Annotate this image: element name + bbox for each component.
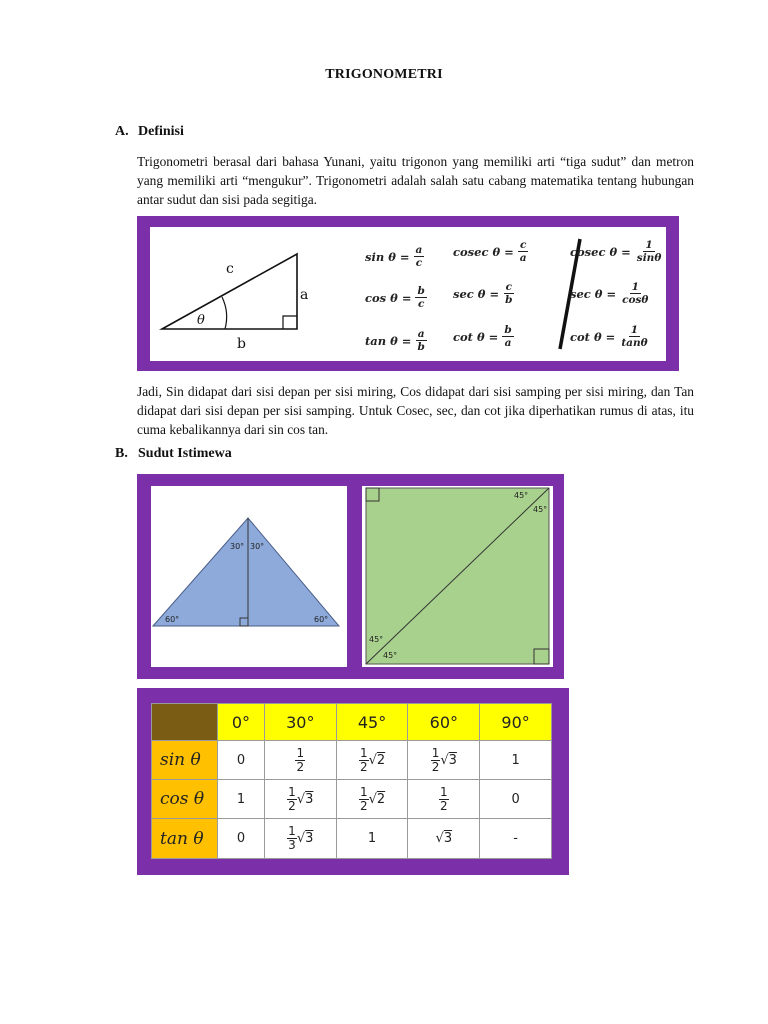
document-title: TRIGONOMETRI xyxy=(325,67,443,82)
label-45-bottom: 45° xyxy=(383,651,398,660)
cell-tan-0: 0 xyxy=(218,819,265,859)
cell-tan-60: √3 xyxy=(408,819,480,859)
section-a-number: A. xyxy=(115,124,129,139)
section-a-heading xyxy=(115,124,184,140)
cell-cos-60: $\frac{1}{2}$ xyxy=(408,780,480,819)
label-opposite: a xyxy=(300,287,309,303)
label-60-left: 60° xyxy=(165,615,180,624)
formula-cot-reciprocal: cot θ = $\frac{1}{\tan\theta}$ xyxy=(570,324,648,349)
formula-cot: cot θ = $\frac{b}{a}$ xyxy=(453,324,512,349)
section-b-number: B. xyxy=(115,446,128,461)
formula-tan: tan θ = $\frac{a}{b}$ xyxy=(365,328,425,353)
explanation-paragraph: Jadi, Sin didapat dari sisi depan per sisi miring, Cos didapat dari sisi samping per sisi miring, dan Tan didapat dari sisi depan per sisi samping. Untuk Cosec, sec, dan cot jika diperhatikan rumus di atas, itu cuma kebalikannya dari sin cos tan. xyxy=(137,384,694,437)
angle-arc xyxy=(222,297,227,329)
row-label-cos: cos θ xyxy=(152,780,218,819)
cell-sin-0: 0 xyxy=(218,741,265,780)
cell-tan-30: $\frac{1}{3}$ √3 xyxy=(264,819,336,859)
cell-tan-90: - xyxy=(480,819,552,859)
header-30: 30° xyxy=(264,704,336,741)
definition-figure-canvas xyxy=(150,227,666,361)
header-90: 90° xyxy=(480,704,552,741)
table-row-sin xyxy=(152,741,552,780)
right-angle-mark xyxy=(283,316,297,329)
formula-cosec: cosec θ = $\frac{c}{a}$ xyxy=(453,239,527,264)
cell-sin-90: 1 xyxy=(480,741,552,780)
formula-cos: cos θ = $\frac{b}{c}$ xyxy=(365,285,425,310)
label-45-top-right: 45° xyxy=(533,505,548,514)
formula-cosec-reciprocal: cosec θ = $\frac{1}{\sin\theta}$ xyxy=(570,239,662,264)
table-row-cos xyxy=(152,780,552,819)
formula-sec-reciprocal: sec θ = $\frac{1}{\cos\theta}$ xyxy=(570,281,649,306)
formula-sec: sec θ = $\frac{c}{b}$ xyxy=(453,281,513,306)
row-label-sin: sin θ xyxy=(152,741,218,780)
table-corner xyxy=(152,704,218,741)
table-row-tan xyxy=(152,819,552,859)
label-angle-theta: θ xyxy=(197,313,205,328)
section-a-title: Definisi xyxy=(138,124,184,139)
square-panel xyxy=(362,486,553,667)
cell-cos-90: 0 xyxy=(480,780,552,819)
section-b-heading xyxy=(115,446,232,462)
equilateral-triangle-panel xyxy=(151,486,347,667)
equilateral-triangle-diagram xyxy=(151,486,347,667)
cell-sin-45: $\frac{1}{2}$ √2 xyxy=(336,741,408,780)
special-angle-table xyxy=(151,703,552,859)
label-30-left: 30° xyxy=(230,542,245,551)
cell-sin-60: $\frac{1}{2}$ √3 xyxy=(408,741,480,780)
row-label-tan: tan θ xyxy=(152,819,218,859)
label-60-right: 60° xyxy=(314,615,329,624)
cell-cos-45: $\frac{1}{2}$ √2 xyxy=(336,780,408,819)
square-diagonal-diagram xyxy=(362,486,553,667)
formula-sin: sin θ = $\frac{a}{c}$ xyxy=(365,244,423,269)
special-angle-table-figure xyxy=(137,688,569,875)
label-45-top: 45° xyxy=(514,491,529,500)
definition-paragraph: Trigonometri berasal dari bahasa Yunani, yaitu trigonon yang memiliki arti “tiga sudut” dan metron yang memiliki arti “mengukur”. Trigonometri adalah salah satu cabang matematika tentang hubungan antar sudut dan sisi pada segitiga. xyxy=(137,154,694,207)
label-45-bottom-left: 45° xyxy=(369,635,384,644)
label-30-right: 30° xyxy=(250,542,265,551)
label-adjacent: b xyxy=(237,336,246,352)
header-60: 60° xyxy=(408,704,480,741)
section-b-title: Sudut Istimewa xyxy=(138,446,232,461)
header-45: 45° xyxy=(336,704,408,741)
cell-cos-0: 1 xyxy=(218,780,265,819)
special-angles-figure xyxy=(137,474,564,679)
definition-figure xyxy=(137,216,679,371)
cell-tan-45: 1 xyxy=(336,819,408,859)
cell-sin-30: $\frac{1}{2}$ xyxy=(264,741,336,780)
header-0: 0° xyxy=(218,704,265,741)
equilateral-triangle-shape xyxy=(153,518,339,626)
label-hypotenuse: c xyxy=(226,261,234,277)
cell-cos-30: $\frac{1}{2}$ √3 xyxy=(264,780,336,819)
